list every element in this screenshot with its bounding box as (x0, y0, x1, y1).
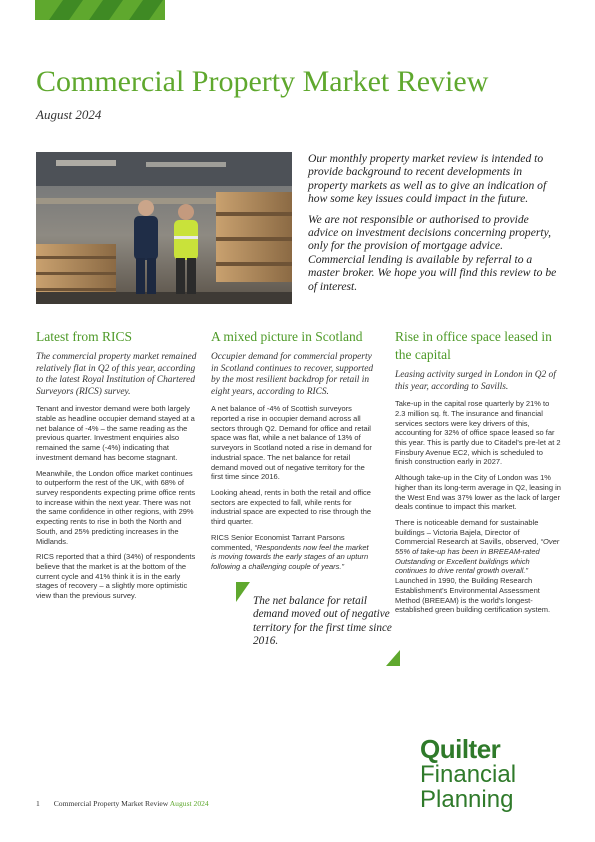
intro-paragraph: We are not responsible or authorised to provide advice on investment decisions concerning property, only for the provision of mortgage advice. Commercial lending is available by referral to a master broker. We hope you will find this review to be of interest. (308, 212, 557, 293)
quilter-logo (420, 736, 570, 812)
quote-attribution: RICS Senior Economist Tarrant Parsons commented, (211, 532, 345, 552)
section-lead: Occupier demand for commercial property in Scotland continues to recover, supported by the most resilient backdrop for retail in eight years, according to RICS. (211, 352, 374, 397)
section-heading: A mixed picture in Scotland (211, 329, 363, 344)
header-decorative-bar (35, 0, 165, 20)
article-column-rics (36, 328, 200, 607)
logo-line: Financial (420, 761, 517, 788)
body-paragraph: RICS reported that a third (34%) of respondents believe that the market is at the bottom of the current cycle and 41% think it is in the early stages of recovery – a slightly more optimistic view than the previous survey. (36, 552, 196, 601)
quote-close-icon (386, 650, 400, 666)
body-paragraph: Meanwhile, the London office market continues to outperform the rest of the UK, with 68% of survey respondents expecting prime office rents to increase within the next year. There was not the same confidence in other regions, with 29% expecting rents to rise in both the North and South, and 25% predicting increases in the Midlands. (36, 468, 196, 546)
intro-block (308, 152, 558, 300)
body-paragraph (211, 533, 375, 572)
pull-quote: The net balance for retail demand moved out of negative territory for the first time since 2016. (253, 595, 392, 648)
section-heading: Rise in office space leased in the capital (395, 329, 552, 362)
section-lead: Leasing activity surged in London in Q2 of this year, according to Savills. (395, 370, 556, 392)
publication-date: August 2024 (36, 107, 102, 122)
logo-line: Quilter (420, 734, 501, 764)
body-paragraph: Looking ahead, rents in both the retail and office sectors are expected to fall, while rents for industrial space are expected to rise through the third quarter. (211, 488, 372, 527)
hero-photo-warehouse (36, 152, 292, 304)
article-column-scotland (211, 328, 375, 578)
body-paragraph: Take-up in the capital rose quarterly by 21% to 2.3 million sq. ft. The insurance and financial services sectors were key drivers of this, accounting for 32% of office space leased so far this year. This is partly due to Citadel's pre-let at 2 Finsbury Avenue EC2, which is scheduled to finish construction early in 2027. (395, 399, 561, 467)
inline-quote: “Respondents now feel the market is moving towards the early stages of an upturn following a challenging couple of years.” (211, 542, 369, 571)
section-heading: Latest from RICS (36, 329, 132, 344)
footer-date: August 2024 (169, 799, 209, 808)
logo-line: Planning (420, 786, 514, 813)
body-paragraph: A net balance of -4% of Scottish surveyors reported a rise in occupier demand across all sectors through Q2. Demand for office and retail space was flat, while a net balance of 13% of surveyors in Scotland noted a rise in demand for industrial space. The net balance for retail demand moved out of negative territory for the first time since 2016. (211, 404, 372, 482)
quote-open-icon (236, 582, 250, 602)
footer-title: Commercial Property Market Review (53, 799, 169, 808)
page-footer (36, 799, 209, 808)
body-paragraph: Tenant and investor demand were both largely stable as headline occupier demand stayed at a net balance of -4% – the same reading as the previous quarter. Investment enquiries also remained the same (-4%) indicating that investment demand has become stagnant. (36, 404, 195, 462)
inline-quote: “Over 55% of take-up has been in BREEAM-rated Outstanding or Excellent buildings which continues to drive rental growth overall.” (395, 537, 560, 576)
body-paragraph: Although take-up in the City of London was 1% higher than its long-term average in Q2, leasing in the West End was 37% lower as the lack of larger deals continue to impact this market. (395, 473, 561, 512)
page-title: Commercial Property Market Review (36, 65, 489, 98)
quote-attribution: There is noticeable demand for sustainable buildings – Victoria Bajela, Director of Commercial Research at Savills, observed, (395, 517, 541, 547)
page-number: 1 (36, 799, 40, 808)
intro-paragraph: Our monthly property market review is intended to provide background to recent developments in property markets as well as to give an indication of how some key issues could impact in the future. (308, 152, 547, 206)
section-lead: The commercial property market remained relatively flat in Q2 of this year, according to the latest Royal Institution of Chartered Surveyors (RICS) survey. (36, 352, 197, 397)
body-paragraph (395, 518, 561, 615)
article-column-office (395, 328, 561, 621)
body-text: Launched in 1990, the Building Research Establishment's Environmental Assessment Method (BREEAM) is the world's longest-established green building certification system. (395, 576, 551, 615)
